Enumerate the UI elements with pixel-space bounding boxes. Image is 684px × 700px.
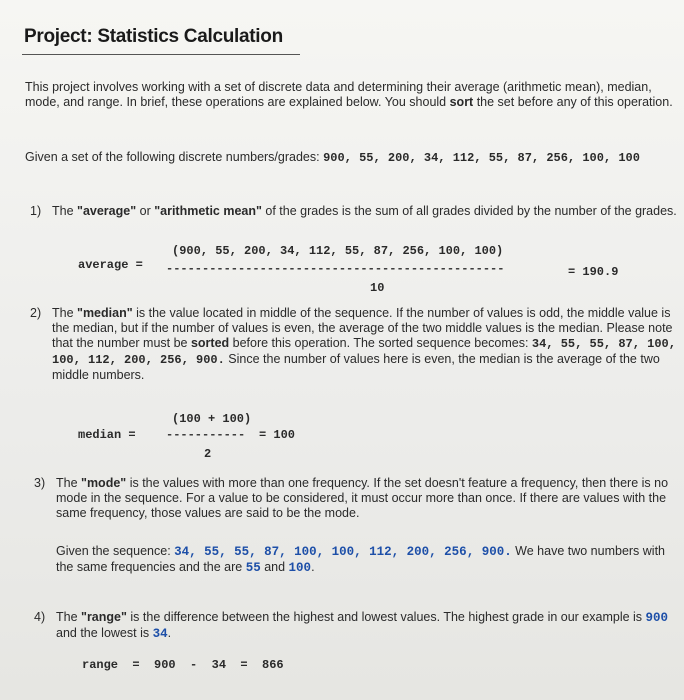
median-sorted-sequence: 34, 55, 55, 87, 100, 100, 112, 200, 256, 900.: [52, 337, 676, 367]
average-text-a: The: [52, 204, 78, 218]
median-text-a: The: [52, 306, 78, 320]
average-label: average =: [78, 258, 143, 272]
range-paragraph: [56, 610, 678, 642]
average-denominator: 10: [370, 281, 385, 295]
range-low-value: 34: [152, 627, 168, 641]
mode-text-a: The: [56, 476, 82, 490]
average-fraction-bar: -----------------------------------------------: [166, 262, 505, 276]
range-text-a: The: [56, 610, 82, 624]
mode-period: .: [311, 560, 315, 574]
average-paragraph: [30, 204, 680, 219]
given-paragraph: [25, 150, 680, 166]
median-result: = 100: [259, 428, 296, 442]
average-term: "average": [77, 204, 137, 218]
median-label: median =: [78, 428, 136, 442]
average-text-b: or: [136, 204, 155, 218]
mode-seq-label: Given the sequence:: [56, 544, 175, 558]
median-item-number: 2): [30, 306, 42, 320]
page-title: Project: Statistics Calculation: [24, 26, 283, 47]
mode-example-paragraph: [56, 544, 678, 576]
range-text-b: is the difference between the highest and lowest values. The highest grade in our example is: [126, 610, 646, 624]
mode-term: "mode": [81, 476, 127, 490]
median-fraction-bar: -----------: [166, 428, 246, 442]
intro-text-a: This project involves working with a set of discrete data and determining their average (arithmetic mean), median, mode, and range. In brief, these operations are explained below. You should: [25, 80, 652, 109]
median-paragraph: [52, 306, 677, 383]
median-text-d: Since the number of values here is even, the median is the average of the two middle numbers.: [52, 352, 660, 382]
intro-sort-word: sort: [449, 95, 474, 109]
median-term: "median": [77, 306, 133, 320]
arithmetic-mean-term: "arithmetic mean": [154, 204, 262, 218]
median-denominator: 2: [204, 447, 212, 461]
sorted-word: sorted: [190, 336, 230, 350]
mode-paragraph: [56, 476, 678, 521]
median-text-b: is the value located in middle of the sequence. If the number of values is odd, the middle value is the median, but if the number of values is even, the average of the two middle values is the median. Please note that the number must be: [52, 306, 673, 350]
range-high-value: 900: [645, 611, 669, 625]
mode-text-b: is the values with more than one frequency. If the set doesn't feature a frequency, then there is no mode in the sequence. For a value to be considered, it must occur more than once. If there are values with the same frequency, those values are said to be the mode.: [56, 476, 669, 520]
mode-text-c: We have two numbers with the same frequencies and the are: [56, 544, 666, 574]
intro-text-b: the set before any of this operation.: [473, 95, 673, 109]
given-values: 900, 55, 200, 34, 112, 55, 87, 256, 100, 100: [323, 151, 640, 165]
mode-value-100: 100: [288, 561, 312, 575]
average-text-c: of the grades is the sum of all grades divided by the number of the grades.: [261, 204, 677, 218]
median-text-c: before this operation. The sorted sequence becomes:: [229, 336, 532, 350]
range-period: .: [167, 626, 172, 640]
mode-item-number: 3): [34, 476, 46, 490]
average-item-number: 1): [30, 204, 42, 218]
title-underline: [22, 54, 300, 55]
range-formula: range = 900 - 34 = 866: [82, 658, 284, 672]
range-term: "range": [81, 610, 127, 624]
average-result: = 190.9: [568, 265, 619, 279]
range-text-c: and the lowest is: [56, 626, 153, 640]
mode-and: and: [260, 560, 289, 574]
mode-value-55: 55: [245, 561, 261, 575]
average-numerator: (900, 55, 200, 34, 112, 55, 87, 256, 100, 100): [172, 244, 504, 258]
range-item-number: 4): [34, 610, 46, 624]
mode-sequence: 34, 55, 55, 87, 100, 100, 112, 200, 256, 900.: [174, 545, 512, 559]
given-label: Given a set of the following discrete numbers/grades:: [25, 150, 324, 164]
median-numerator: (100 + 100): [172, 412, 252, 426]
intro-paragraph: [25, 80, 680, 110]
